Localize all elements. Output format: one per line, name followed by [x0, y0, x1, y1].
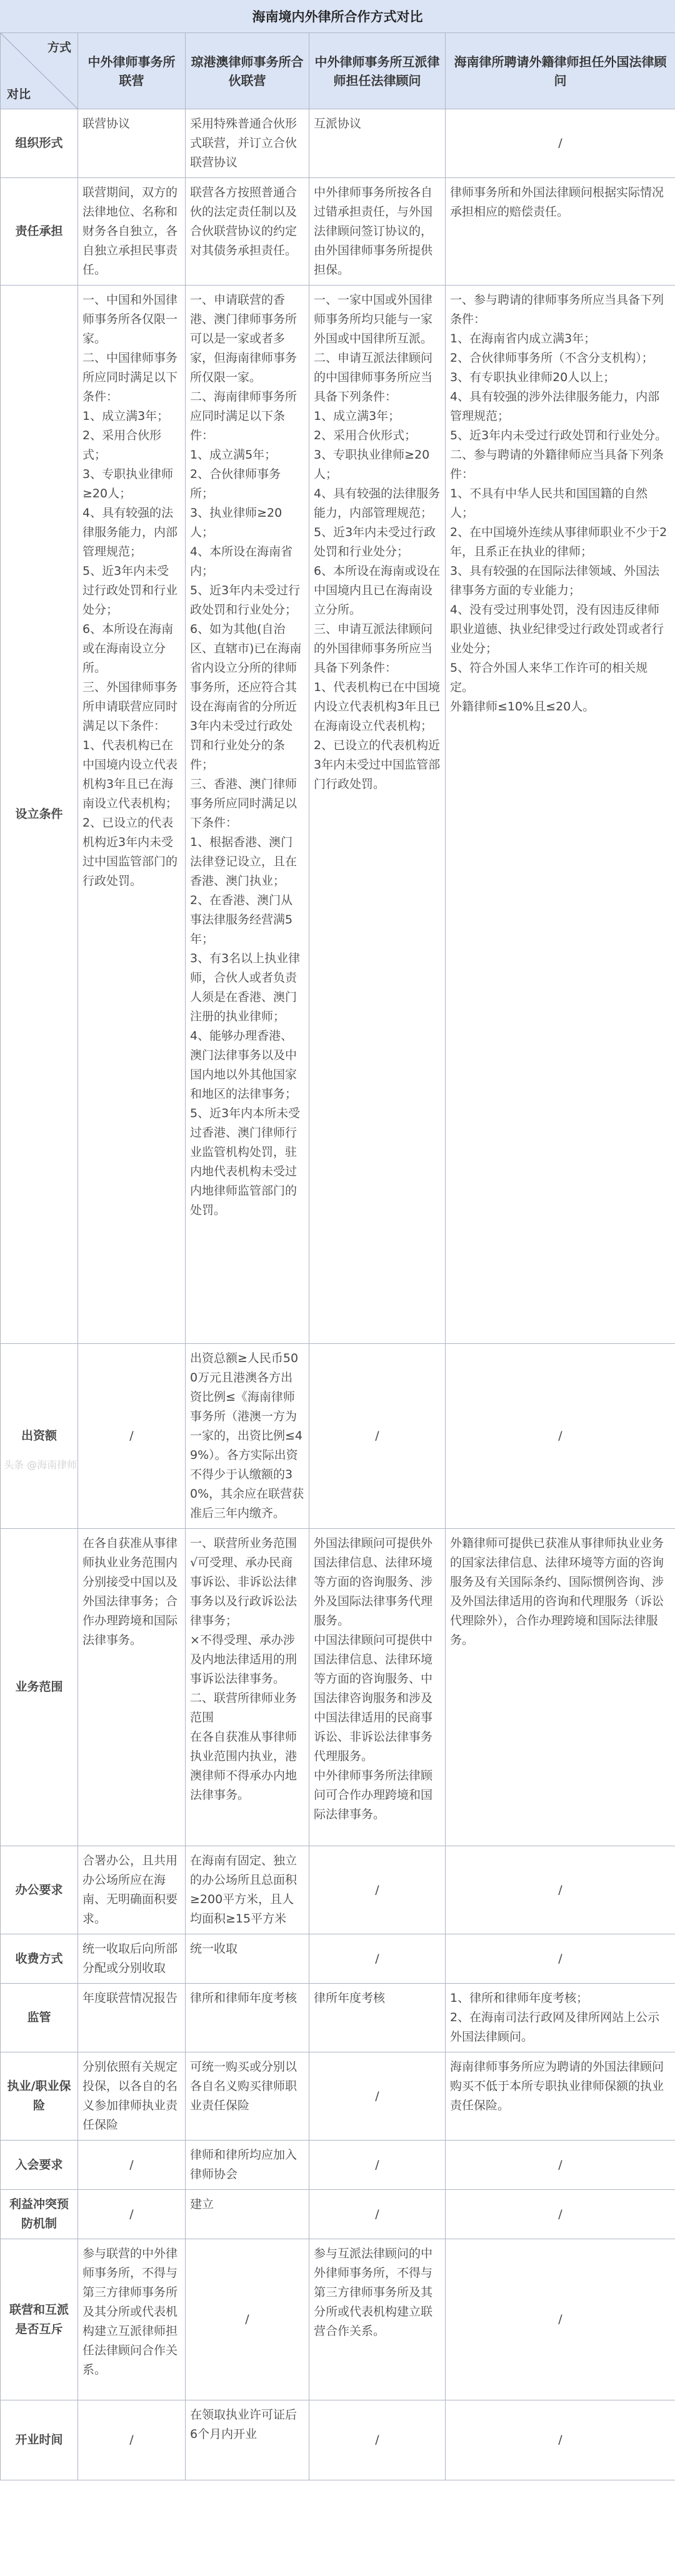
table-cell: 一、中国和外国律师事务所各仅限一家。 二、中国律师事务所应同时满足以下条件： 1、成立满3年； 2、采用合伙形式； 3、专职执业律师≥20人； 4、具有较强的法律服务能力，内部管理规范； 5、近3年内未受过行政处罚和行业处分； 6、本所设在海南或在海南设立分所。 三、外国律师事务所申请联营应同时满足以下条件： 1、代表机构已在中国境内设立代表机构3年且已在海南设立代表机构； 2、已设立的代表机构近3年内未受过中国监管部门的行政处罚。: [78, 286, 186, 1344]
table-cell: 参与互派法律顾问的中外律师事务所，不得与第三方律师事务所及其分所或代表机构建立联营合作关系。: [309, 2239, 446, 2400]
table-cell: 出资总额≥人民币500万元且港澳各方出资比例≤《海南律师事务所（港澳一方为一家的，出资比例≤49%）。各方实际出资不得少于认缴额的30%，其余应在联营获准后三年内缴齐。: [186, 1344, 309, 1529]
table-cell: 在领取执业许可证后6个月内开业: [186, 2400, 309, 2480]
header-row: [1, 33, 675, 109]
table-cell: /: [78, 2190, 186, 2239]
table-cell: /: [309, 2052, 446, 2141]
table-cell: 律师和律所均应加入律师协会: [186, 2141, 309, 2190]
table-row: [1, 1934, 675, 1984]
page-title: 海南境内外律所合作方式对比: [0, 0, 675, 33]
row-label: 开业时间: [1, 2400, 78, 2480]
table-cell: 外籍律师可提供已获准从事律师执业业务的国家法律信息、法律环境等方面的咨询服务及有关国际条约、国际惯例咨询、涉及外国法律适用的咨询和代理服务（诉讼代理除外），合作办理跨境和国际法律服务。: [446, 1529, 675, 1846]
watermark: 头条 @海南律师: [4, 1459, 78, 1471]
table-cell: 联营各方按照普通合伙的法定责任制以及合伙联营协议的约定对其债务承担责任。: [186, 178, 309, 286]
table-cell: 联营协议: [78, 109, 186, 178]
table-cell: /: [78, 1344, 186, 1529]
table-row: [1, 286, 675, 1344]
row-label: 办公要求: [1, 1846, 78, 1934]
table-cell: /: [309, 1846, 446, 1934]
table-row: [1, 2141, 675, 2190]
table-cell: /: [309, 1934, 446, 1984]
table-cell: /: [446, 2190, 675, 2239]
row-label: 责任承担: [1, 178, 78, 286]
corner-cell: [1, 33, 78, 109]
row-label: 联营和互派是否互斥: [1, 2239, 78, 2400]
table-cell: 统一收取: [186, 1934, 309, 1984]
table-cell: 可统一购买或分别以各自名义购买律师职业责任保险: [186, 2052, 309, 2141]
table-cell: /: [186, 2239, 309, 2400]
row-label: 利益冲突预防机制: [1, 2190, 78, 2239]
table-row: [1, 109, 675, 178]
table-cell: 采用特殊普通合伙形式联营，并订立合伙联营协议: [186, 109, 309, 178]
row-label: 设立条件: [1, 286, 78, 1344]
col-header-foreign-counsel: 海南律所聘请外籍律师担任外国法律顾问: [446, 33, 675, 109]
table-cell: 一、一家中国或外国律师事务所均只能与一家外国或中国律所互派。 二、申请互派法律顾问的中国律师事务所应当具备下列条件： 1、成立满3年； 2、采用合伙形式； 3、专职执业律师≥20人； 4、具有较强的法律服务能力，内部管理规范； 5、近3年内未受过行政处罚和行业处分； 6、本所设在海南或设在中国境内且已在海南设立分所。 三、申请互派法律顾问的外国律师事务所应当具备下列条件： 1、代表机构已在中国境内设立代表机构3年且已在海南设立代表机构； 2、已设立的代表机构近3年内未受过中国监管部门行政处罚。: [309, 286, 446, 1344]
row-label: 监管: [1, 1984, 78, 2052]
table-cell: /: [309, 2141, 446, 2190]
corner-bottom-label: 对比: [7, 87, 31, 101]
table-cell: 律所和律师年度考核: [186, 1984, 309, 2052]
table-row: [1, 2052, 675, 2141]
table-row: [1, 1344, 675, 1529]
table-row: [1, 2190, 675, 2239]
table-cell: /: [446, 2239, 675, 2400]
table-cell: /: [446, 2141, 675, 2190]
table-cell: 1、律所和律师年度考核； 2、在海南司法行政网及律所网站上公示外国法律顾问。: [446, 1984, 675, 2052]
table-cell: 参与联营的中外律师事务所，不得与第三方律师事务所及其分所或代表机构建立互派律师担任法律顾问合作关系。: [78, 2239, 186, 2400]
table-cell: 外国法律顾问可提供外国法律信息、法律环境等方面的咨询服务、涉外及国际法律事务代理服务。 中国法律顾问可提供中国法律信息、法律环境等方面的咨询服务、中国法律咨询服务和涉及中国法律适用的民商事诉讼、非诉讼法律事务代理服务。 中外律师事务所法律顾问可合作办理跨境和国际法律事务。: [309, 1529, 446, 1846]
table-cell: 律所年度考核: [309, 1984, 446, 2052]
row-label: 执业/职业保险: [1, 2052, 78, 2141]
table-cell: /: [446, 109, 675, 178]
table-cell: 一、联营所业务范围 √可受理、承办民商事诉讼、非诉讼法律事务以及行政诉讼法律事务； ×不得受理、承办涉及内地法律适用的刑事诉讼法律事务。 二、联营所律师业务范围 在各自获准从事律师执业范围内执业，港澳律师不得承办内地法律事务。: [186, 1529, 309, 1846]
table-row: [1, 1984, 675, 2052]
table-row: [1, 2400, 675, 2480]
table-cell: 在各自获准从事律师执业业务范围内分别接受中国以及外国法律事务；合作办理跨境和国际法律事务。: [78, 1529, 186, 1846]
table-cell: 律师事务所和外国法律顾问根据实际情况承担相应的赔偿责任。: [446, 178, 675, 286]
table-row: [1, 178, 675, 286]
row-label: 组织形式: [1, 109, 78, 178]
table-cell: /: [78, 2141, 186, 2190]
table-row: [1, 1529, 675, 1846]
row-label: 收费方式: [1, 1934, 78, 1984]
table-cell: 合署办公，且共用办公场所应在海南、无明确面积要求。: [78, 1846, 186, 1934]
table-cell: 一、参与聘请的律师事务所应当具备下列条件： 1、在海南省内成立满3年； 2、合伙律师事务所（不含分支机构）； 3、有专职执业律师20人以上； 4、具有较强的涉外法律服务能力，内部管理规范； 5、近3年内未受过行政处罚和行业处分。 二、参与聘请的外籍律师应当具备下列条件： 1、不具有中华人民共和国国籍的自然人； 2、在中国境外连续从事律师职业不少于2年，且系正在执业的律师； 3、具有较强的在国际法律领域、外国法律事务方面的专业能力； 4、没有受过刑事处罚，没有因违反律师职业道德、执业纪律受过行政处罚或者行业处分； 5、符合外国人来华工作许可的相关规定。 外籍律师≤10%且≤20人。: [446, 286, 675, 1344]
col-header-hk-macau-partnership: 琼港澳律师事务所合伙联营: [186, 33, 309, 109]
table-cell: /: [446, 1934, 675, 1984]
row-label: 入会要求: [1, 2141, 78, 2190]
table-cell: 在海南有固定、独立的办公场所且总面积≥200平方米，且人均面积≥15平方米: [186, 1846, 309, 1934]
table-cell: /: [446, 1344, 675, 1529]
table-cell: 互派协议: [309, 109, 446, 178]
table-cell: /: [446, 1846, 675, 1934]
table-cell: 联营期间，双方的法律地位、名称和财务各自独立，各自独立承担民事责任。: [78, 178, 186, 286]
row-label: 出资额: [1, 1344, 78, 1529]
col-header-mutual-counsel: 中外律师事务所互派律师担任法律顾问: [309, 33, 446, 109]
row-label: 业务范围: [1, 1529, 78, 1846]
table-row: [1, 2239, 675, 2400]
table-cell: 建立: [186, 2190, 309, 2239]
table-cell: 一、申请联营的香港、澳门律师事务所可以是一家或者多家，但海南律师事务所仅限一家。 二、海南律师事务所应同时满足以下条件： 1、成立满5年； 2、合伙律师事务所； 3、执业律师≥20人； 4、本所设在海南省内； 5、近3年内未受过行政处罚和行业处分； 6、如为其他(自治区、直辖市)已在海南省内设立分所的律师事务所，还应符合其设在海南省的分所近3年内未受过行政处罚和行业处分的条件； 三、香港、澳门律师事务所应同时满足以下条件： 1、根据香港、澳门法律登记设立，且在香港、澳门执业； 2、在香港、澳门从事法律服务经营满5年； 3、有3名以上执业律师，合伙人或者负责人须是在香港、澳门注册的执业律师； 4、能够办理香港、澳门法律事务以及中国内地以外其他国家和地区的法律事务； 5、近3年内本所未受过香港、澳门律师行业监管机构处罚，驻内地代表机构未受过内地律师监管部门的处罚。: [186, 286, 309, 1344]
table-cell: /: [309, 1344, 446, 1529]
table-cell: /: [78, 2400, 186, 2480]
table-cell: /: [446, 2400, 675, 2480]
table-cell: /: [309, 2190, 446, 2239]
table-cell: 年度联营情况报告: [78, 1984, 186, 2052]
table-row: [1, 1846, 675, 1934]
corner-top-label: 方式: [47, 41, 71, 54]
comparison-table: [0, 32, 675, 2480]
table-cell: 分别依照有关规定投保，以各自的名义参加律师执业责任保险: [78, 2052, 186, 2141]
table-body: [1, 109, 675, 2480]
table-cell: 中外律师事务所按各自过错承担责任，与外国法律顾问签订协议的，由外国律师事务所提供担保。: [309, 178, 446, 286]
table-cell: 海南律师事务所应为聘请的外国法律顾问购买不低于本所专职执业律师保额的执业责任保险。: [446, 2052, 675, 2141]
table-cell: /: [309, 2400, 446, 2480]
col-header-sino-foreign-union: 中外律师事务所联营: [78, 33, 186, 109]
table-cell: 统一收取后向所部分配或分别收取: [78, 1934, 186, 1984]
